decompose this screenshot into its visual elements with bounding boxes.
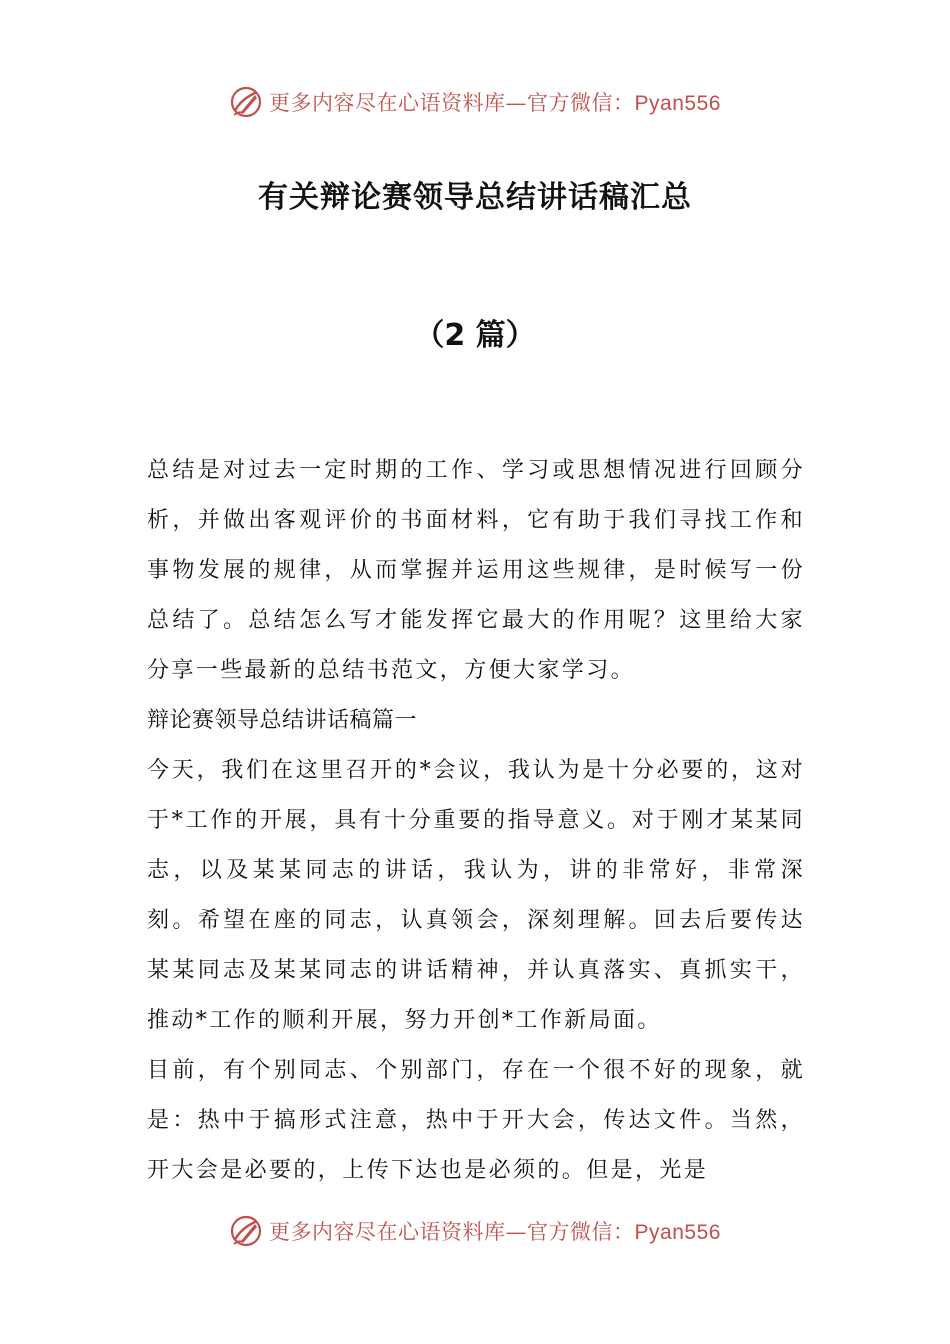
banner-text: 更多内容尽在心语资料库—官方微信：Pyan556: [269, 91, 721, 115]
page-title: 有关辩论赛领导总结讲话稿汇总: [258, 180, 692, 215]
footer-banner: [0, 1211, 950, 1251]
banner-text: 更多内容尽在心语资料库—官方微信：Pyan556: [269, 1220, 721, 1244]
pen-logo-icon: [229, 85, 263, 119]
wechat-id: Pyan556: [634, 1221, 721, 1244]
pen-logo-icon: [229, 1214, 263, 1248]
section-heading: 辩论赛领导总结讲话稿篇一: [147, 708, 418, 733]
page-subtitle: （2 篇）: [414, 318, 536, 353]
body-paragraph: 今天，我们在这里召开的*会议，我认为是十分必要的，这对于*工作的开展，具有十分重要的指导意义。对于刚才某某同志，以及某某同志的讲话，我认为，讲的非常好，非常深刻。希望在座的同志，认真领会，深刻理解。回去后要传达某某同志及某某同志的讲话精神，并认真落实、真抓实干，推动*工作的顺利开展，努力开创*工作新局面。: [147, 758, 805, 1033]
document-body: [147, 446, 805, 1196]
wechat-id: Pyan556: [634, 92, 721, 115]
intro-paragraph: 总结是对过去一定时期的工作、学习或思想情况进行回顾分析，并做出客观评价的书面材料，它有助于我们寻找工作和事物发展的规律，从而掌握并运用这些规律，是时候写一份总结了。总结怎么写才能发挥它最大的作用呢？这里给大家分享一些最新的总结书范文，方便大家学习。: [147, 458, 805, 683]
body-paragraph: 目前，有个别同志、个别部门，存在一个很不好的现象，就是：热中于搞形式注意，热中于开大会，传达文件。当然，开大会是必要的，上传下达也是必须的。但是，光是: [147, 1058, 805, 1183]
header-banner: [0, 82, 950, 122]
